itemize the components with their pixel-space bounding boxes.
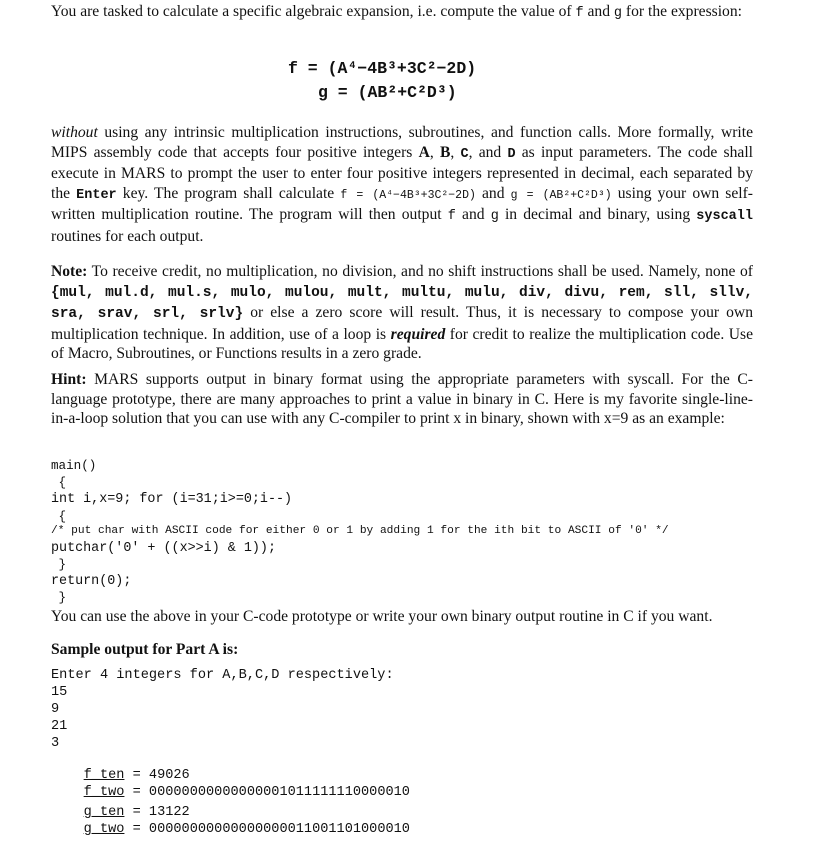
param-b: B [439,143,451,161]
hint-label: Hint: [51,371,87,388]
param-d: D [507,146,516,162]
result-label: f_two [83,785,125,800]
desc-g-var: g [490,209,499,225]
without-emphasis: without [51,124,98,141]
code-line: { [51,510,67,524]
desc-text-7: in decimal and binary, using [498,206,697,224]
note-text-3: for credit to realize the multiplication code. Use of Macro, Subroutines, or Functions results in a zero grade. [51,325,753,363]
desc-text-8: routines for each output. [51,227,204,245]
sample-input: 21 [51,719,68,734]
result-value: = 13122 [132,805,190,820]
note-label: Note: [51,263,88,280]
code-line: return(0); [51,574,132,589]
f-inline-formula: f = (A⁴−4B³+3C²−2D) [340,188,476,202]
intro-text-2: for the expression: [622,3,742,20]
sample-output-title: Sample output for Part A is: [51,641,239,658]
hint-text: MARS supports output in binary format using the appropriate parameters with syscall. For the C-language prototype, there are many approaches to print a value in binary in C. Here is my favorite single-line-in-a-loop solution that you can use with any C-compiler to print x in binary, shown with x=9 as an example: [51,371,753,428]
code-line: int i,x=9; for (i=31;i>=0;i--) [51,492,293,507]
code-line: } [51,591,67,605]
sample-input: 15 [51,685,68,700]
result-value: = 49026 [132,768,190,783]
enter-key: Enter [76,187,117,203]
code-line: { [51,476,67,490]
sample-prompt: Enter 4 integers for A,B,C,D respectively: [51,668,394,683]
result-label: g_two [83,822,125,837]
intro-and: and [583,3,614,20]
sample-result-row [51,807,410,852]
required-emphasis: required [390,325,446,343]
code-line: } [51,558,67,572]
desc-f-var: f [447,209,456,225]
sample-input: 9 [51,702,60,717]
note-paragraph [51,262,753,364]
desc-text-2: as input parameters. The code shall execute in MARS to prompt the user to enter four positive integers represented in decimal, each separated by the [51,143,754,202]
intro-text-1: You are tasked to calculate a specific algebraic expansion, i.e. compute the value of [51,3,576,20]
hint-paragraph [51,370,753,429]
desc-text-4: and [475,184,511,202]
desc-text-6: and [455,206,491,224]
sample-input: 3 [51,736,60,751]
result-value: = 00000000000000001011111110000010 [132,785,410,800]
param-c: C [460,146,469,162]
desc-text-3: key. The program shall calculate [116,184,341,202]
desc-sep-1: , [429,143,440,161]
syscall-term: syscall [696,209,753,225]
desc-sep-3: , and [468,143,508,161]
result-label: f_ten [83,768,125,783]
description-paragraph [51,123,753,247]
intro-f-var: f [575,6,584,21]
note-text-1: To receive credit, no multiplication, no division, and no shift instructions shall be used. Namely, none of [87,263,753,280]
forbidden-instructions-list: {mul, mul.d, mul.s, mulo, mulou, mult, multu, mulu, div, divu, rem, sll, sllv, sra, srav, srl, srlv} [51,284,753,323]
code-line: main() [51,459,97,473]
desc-text-5: using your own self-written multiplication routine. The program will then output [51,184,753,224]
intro-g-var: g [613,6,623,21]
intro-paragraph [51,2,753,24]
after-code-text: You can use the above in your C-code prototype or write your own binary output routine in C if you want. [51,608,713,625]
equation-g: g = (AB²+C²D³) [318,83,457,102]
g-inline-formula: g = (AB²+C²D³) [510,188,612,202]
desc-text-1: using any intrinsic multiplication instructions, subroutines, and function calls. More formally, write MIPS assembly code that accepts four positive integers [51,124,753,161]
code-line: putchar('0' + ((x>>i) & 1)); [51,541,276,556]
code-comment: /* put char with ASCII code for either 0 or 1 by adding 1 for the ith bit to ASCII of '0' */ [51,525,669,537]
result-label: g_ten [83,805,125,820]
param-a: A [418,143,430,161]
equation-f: f = (A⁴−4B³+3C²−2D) [288,59,477,78]
desc-sep-2: , [450,143,461,161]
result-value: = 00000000000000000011001101000010 [132,822,410,837]
note-text-2: or else a zero score will result. Thus, it is necessary to compose your own multiplication technique. In addition, use of a loop is [51,304,753,343]
